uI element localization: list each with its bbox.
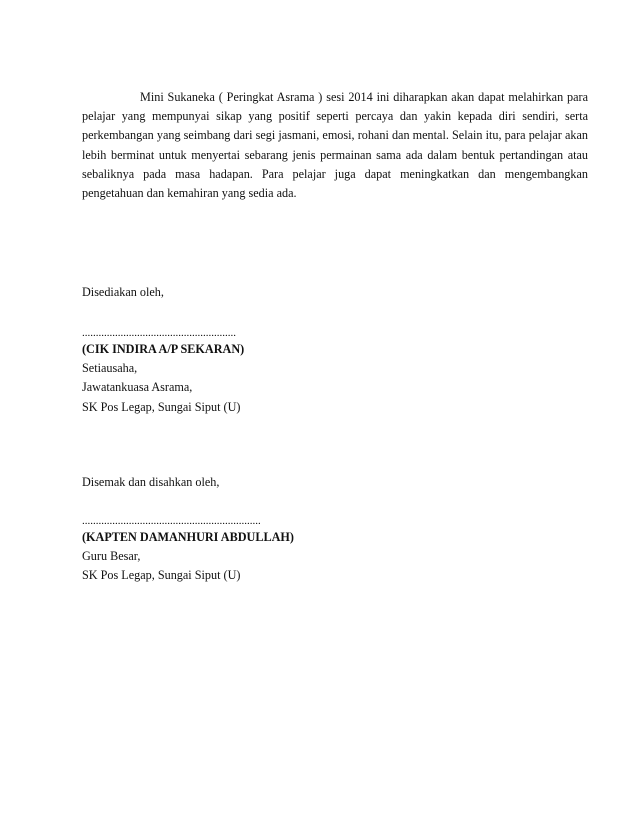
signatory-committee: Jawatankuasa Asrama, <box>82 380 193 395</box>
signatory-school: SK Pos Legap, Sungai Siput (U) <box>82 568 241 583</box>
approved-signature-block <box>82 514 294 586</box>
signatory-position: Setiausaha, <box>82 361 138 376</box>
signature-line: ........................................................ <box>82 327 236 339</box>
prepared-by-section <box>82 283 164 302</box>
signatory-name: (CIK INDIRA A/P SEKARAN) <box>82 342 245 356</box>
paragraph-text: Mini Sukaneka ( Peringkat Asrama ) sesi 2014 ini diharapkan akan dapat melahirkan para pelajar yang mempunyai sikap yang positif seperti percaya dan yakin kepada diri sendiri, serta perkembangan yang seimbang dari segi jasmani, emosi, rohani dan mental. Selain itu, para pelajar akan lebih berminat untuk menyertai sebarang jenis permainan sama ada dalam bentuk pertandingan atau sebaliknya pada masa hadapan. Para pelajar juga dapat meningkatkan dan mengembangkan pengetahuan dan kemahiran yang sedia ada. <box>82 90 588 201</box>
prepared-signature-block <box>82 326 244 417</box>
approved-by-label: Disemak dan disahkan oleh, <box>82 475 220 489</box>
signatory-school: SK Pos Legap, Sungai Siput (U) <box>82 399 241 414</box>
approved-by-section <box>82 473 219 492</box>
signature-line: ................................................................. <box>82 515 261 527</box>
signatory-name: (KAPTEN DAMANHURI ABDULLAH) <box>82 530 294 544</box>
prepared-by-label: Disediakan oleh, <box>82 285 164 299</box>
signatory-position: Guru Besar, <box>82 549 141 564</box>
body-paragraph <box>82 88 588 203</box>
